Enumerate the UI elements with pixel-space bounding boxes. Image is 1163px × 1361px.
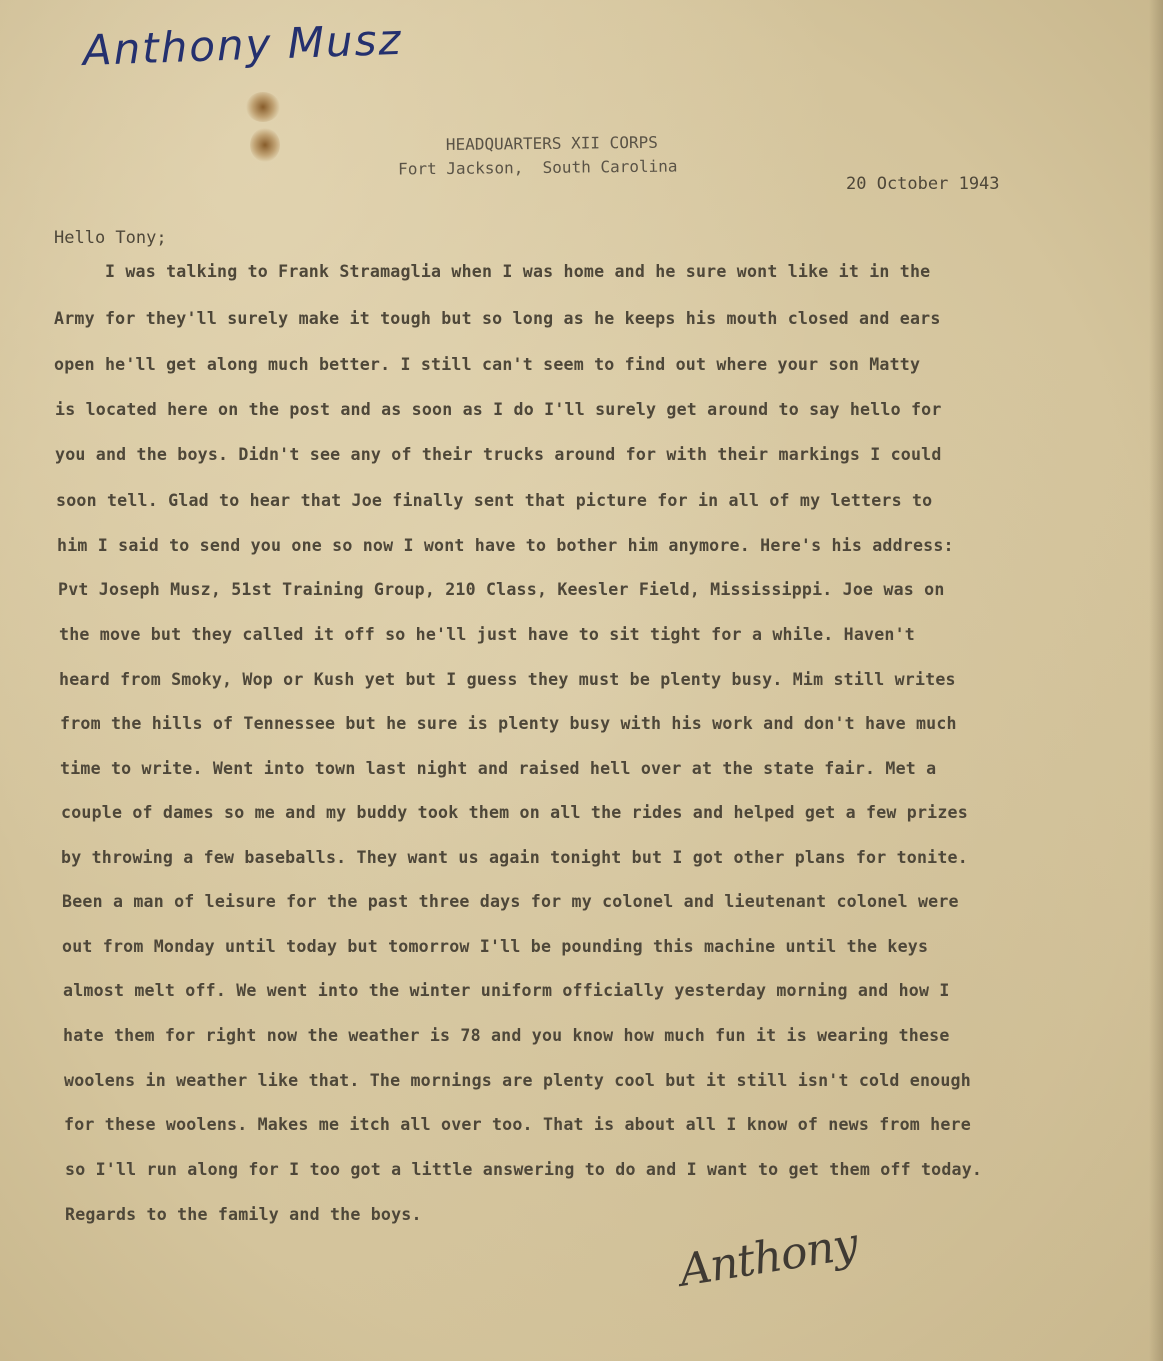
body-line: from the hills of Tennessee but he sure is plenty busy with his work and don't have much <box>60 714 957 733</box>
letterhead <box>398 131 678 182</box>
signature: Anthony <box>676 1218 861 1297</box>
ink-stain-top <box>246 92 280 122</box>
body-line: so I'll run along for I too got a little answering to do and I want to get them off today. <box>65 1160 983 1179</box>
handwritten-name-annotation: Anthony Musz <box>82 14 404 75</box>
letterhead-organization: HEADQUARTERS XII CORPS <box>445 132 658 154</box>
ink-stain-bottom <box>250 128 280 162</box>
body-line: I was talking to Frank Stramaglia when I was home and he sure wont like it in the <box>54 262 931 281</box>
body-line: you and the boys. Didn't see any of their trucks around for with their markings I could <box>55 445 942 464</box>
body-line: Pvt Joseph Musz, 51st Training Group, 210 Class, Keesler Field, Mississippi. Joe was on <box>58 580 945 599</box>
body-line: heard from Smoky, Wop or Kush yet but I guess they must be plenty busy. Mim still writes <box>59 670 956 689</box>
page-edge-shadow <box>1149 0 1163 1361</box>
body-line: time to write. Went into town last night and raised hell over at the state fair. Met a <box>60 759 937 778</box>
body-line: open he'll get along much better. I still can't seem to find out where your son Matty <box>54 355 921 374</box>
body-line: by throwing a few baseballs. They want us again tonight but I got other plans for tonite. <box>61 848 968 867</box>
body-line: Regards to the family and the boys. <box>65 1205 422 1224</box>
body-line: Been a man of leisure for the past three days for my colonel and lieutenant colonel were <box>62 892 959 911</box>
body-line: is located here on the post and as soon as I do I'll surely get around to say hello for <box>55 400 942 419</box>
body-line: for these woolens. Makes me itch all over too. That is about all I know of news from here <box>64 1115 971 1134</box>
body-line: woolens in weather like that. The mornings are plenty cool but it still isn't cold enough <box>64 1071 971 1090</box>
body-line: soon tell. Glad to hear that Joe finally sent that picture for in all of my letters to <box>56 491 933 510</box>
body-line: Army for they'll surely make it tough but so long as he keeps his mouth closed and ears <box>54 309 941 328</box>
body-line: the move but they called it off so he'll just have to sit tight for a while. Haven't <box>59 625 915 644</box>
body-line: him I said to send you one so now I wont have to bother him anymore. Here's his address: <box>57 536 954 555</box>
letter-date: 20 October 1943 <box>846 174 1000 194</box>
body-line: out from Monday until today but tomorrow I'll be pounding this machine until the keys <box>62 937 929 956</box>
body-line: couple of dames so me and my buddy took them on all the rides and helped get a few prizes <box>61 803 968 822</box>
salutation: Hello Tony; <box>54 228 167 248</box>
body-line: almost melt off. We went into the winter uniform officially yesterday morning and how I <box>63 981 950 1000</box>
letterhead-location: Fort Jackson, South Carolina <box>398 156 678 179</box>
body-line: hate them for right now the weather is 78 and you know how much fun it is wearing these <box>63 1026 950 1045</box>
